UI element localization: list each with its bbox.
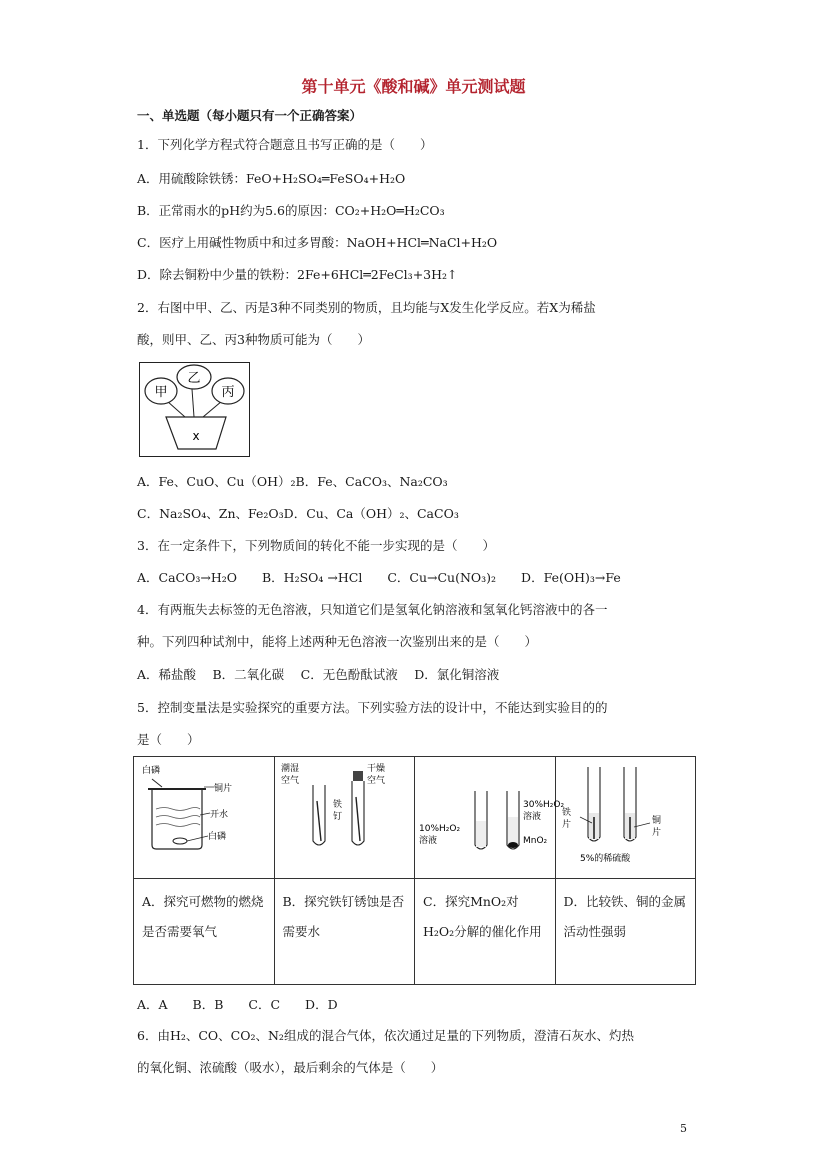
q3-stem: 3．在一定条件下，下列物质间的转化不能一步实现的是（ ） xyxy=(137,538,495,553)
q6-stem-line1: 6．由H₂、CO、CO₂、N₂组成的混合气体，依次通过足量的下列物质，澄清石灰水、灼热 xyxy=(137,1028,634,1043)
q6-stem-line2: 的氧化铜、浓硫酸（吸水），最后剩余的气体是（ ） xyxy=(137,1060,444,1075)
q5-answer-options: A．A B．B C．C D．D xyxy=(137,997,338,1012)
fig-c-label-2: 溶液 xyxy=(419,836,438,846)
fig-b-label-3: 铁 xyxy=(332,800,342,810)
fig-d-label-3: 铜 xyxy=(651,816,661,826)
q1-option-b: B．正常雨水的pH约为5.6的原因：CO₂+H₂O═H₂CO₃ xyxy=(137,203,445,218)
page-number: 5 xyxy=(680,1122,687,1135)
q5-stem-line2: 是（ ） xyxy=(137,732,200,747)
bing-label: 丙 xyxy=(221,385,235,400)
fig-c-label-4: 溶液 xyxy=(523,812,542,822)
fig-d-test-tubes xyxy=(556,757,684,875)
cap-a: A．探究可燃物的燃烧是否需要氧气 xyxy=(134,879,275,985)
q2-options-cd: C．Na₂SO₄、Zn、Fe₂O₃D．Cu、Ca（OH）₂、CaCO₃ xyxy=(137,506,459,521)
fig-a-label-3: 开水 xyxy=(210,810,229,820)
fig-b-label-2: 空气 xyxy=(280,776,299,786)
fig-c-label-3: 30%H₂O₂ xyxy=(523,800,565,810)
fig-a-cell xyxy=(134,757,275,879)
fig-c-label-5: MnO₂ xyxy=(523,836,548,846)
fig-d-label-4: 片 xyxy=(651,828,661,838)
x-label: x xyxy=(192,429,200,443)
fig-b-label-6: 空气 xyxy=(366,776,385,786)
q2-options-ab: A．Fe、CuO、Cu（OH）₂B．Fe、CaCO₃、Na₂CO₃ xyxy=(137,474,448,489)
q4-stem-line2: 种。下列四种试剂中，能将上述两种无色溶液一次鉴别出来的是（ ） xyxy=(137,634,538,649)
fig-c-cell xyxy=(415,757,565,879)
fig-a-label-1: 白磷 xyxy=(142,766,161,776)
q2-diagram xyxy=(139,362,250,457)
fig-b-cell xyxy=(274,757,415,879)
fig-b-label-5: 干燥 xyxy=(366,764,385,774)
q3-options: A．CaCO₃→H₂O B．H₂SO₄ →HCl C．Cu→Cu(NO₃)₂ D．Fe(OH)₃→Fe xyxy=(137,570,621,585)
q1-option-d: D．除去铜粉中少量的铁粉：2Fe+6HCl═2FeCl₃+3H₂↑ xyxy=(137,267,458,282)
page-title: 第十单元《酸和碱》单元测试题 xyxy=(301,77,526,96)
q5-stem-line1: 5．控制变量法是实验探究的重要方法。下列实验方法的设计中，不能达到实验目的的 xyxy=(137,700,608,715)
cap-c: C．探究MnO₂对H₂O₂分解的催化作用 xyxy=(415,879,556,985)
fig-b-test-tubes xyxy=(275,757,385,875)
cap-d: D．比较铁、铜的金属活动性强弱 xyxy=(555,879,696,985)
fig-d-cell xyxy=(555,757,696,879)
q2-stem-line1: 2．右图中甲、乙、丙是3种不同类别的物质，且均能与X发生化学反应。若X为稀盐 xyxy=(137,300,596,315)
yi-label: 乙 xyxy=(187,371,201,386)
fig-c-test-tubes xyxy=(415,757,575,875)
fig-b-label-1: 潮湿 xyxy=(280,764,299,774)
fig-a-label-4: 白磷 xyxy=(208,832,227,842)
fig-c-label-1: 10%H₂O₂ xyxy=(419,824,461,834)
fig-d-label-2: 片 xyxy=(561,820,571,830)
q1-stem: 1．下列化学方程式符合题意且书写正确的是（ ） xyxy=(137,137,433,152)
q4-stem-line1: 4．有两瓶失去标签的无色溶液，只知道它们是氢氧化钠溶液和氢氧化钙溶液中的各一 xyxy=(137,602,608,617)
cap-b: B．探究铁钉锈蚀是否需要水 xyxy=(274,879,415,985)
q4-options: A．稀盐酸 B．二氧化碳 C．无色酚酞试液 D．氯化铜溶液 xyxy=(137,667,500,682)
fig-b-label-4: 钉 xyxy=(332,812,342,822)
q1-option-c: C．医疗上用碱性物质中和过多胃酸：NaOH+HCl═NaCl+H₂O xyxy=(137,235,498,250)
q2-flowerpot-figure xyxy=(140,363,248,455)
fig-d-label-5: 5%的稀硫酸 xyxy=(579,854,630,864)
q1-option-a: A．用硫酸除铁锈：FeO+H₂SO₄═FeSO₄+H₂O xyxy=(137,171,406,186)
section-heading: 一、单选题（每小题只有一个正确答案） xyxy=(137,108,363,123)
fig-a-label-2: 铜片 xyxy=(214,784,233,794)
fig-d-label-1: 铁 xyxy=(561,808,571,818)
q2-stem-line2: 酸，则甲、乙、丙3种物质可能为（ ） xyxy=(137,332,370,347)
jia-label: 甲 xyxy=(154,385,168,400)
fig-a-beaker xyxy=(134,757,252,875)
q5-experiment-table xyxy=(133,756,696,985)
